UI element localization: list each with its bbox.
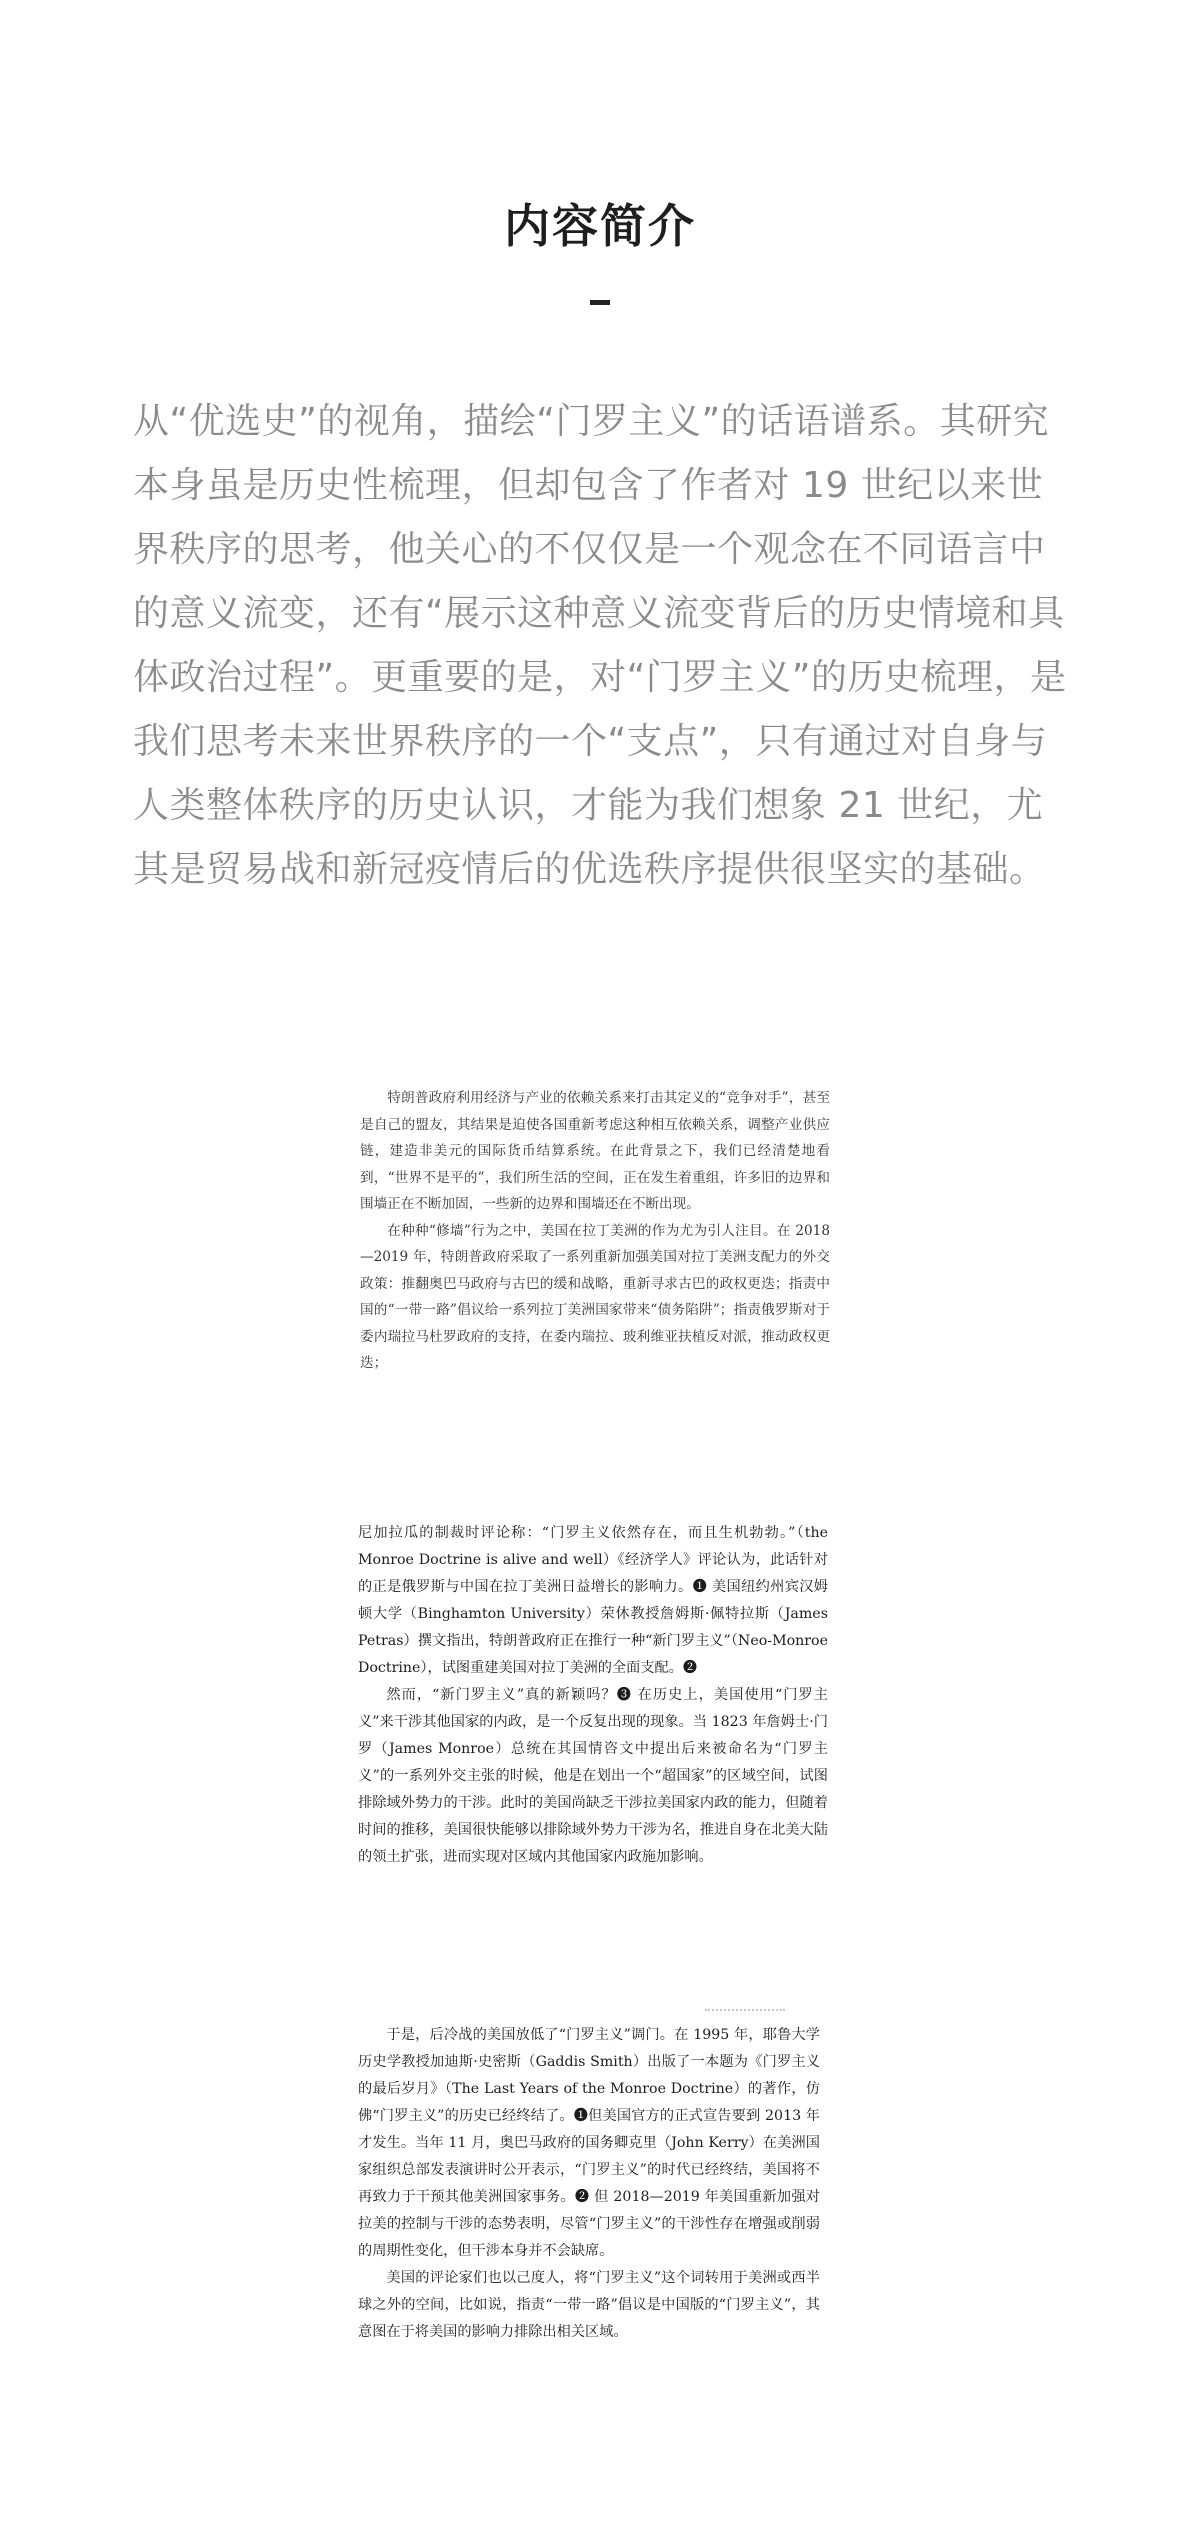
scan-artifact xyxy=(705,2009,785,2013)
excerpt-paragraph: 尼加拉瓜的制裁时评论称：“门罗主义依然存在，而且生机勃勃。”（the Monroe Doctrine is alive and well）《经济学人》评论认为，此话针对的正是俄罗斯与中国在拉丁美洲日益增长的影响力。❶ 美国纽约州宾汉姆顿大学（Binghamton University）荣休教授詹姆斯·佩特拉斯（James Petras）撰文指出，特朗普政府正在推行一种“新门罗主义”（Neo-Monroe Doctrine），试图重建美国对拉丁美洲的全面支配。❷ xyxy=(358,1525,828,1676)
excerpt-paragraph: 美国的评论家们也以己度人，将“门罗主义”这个词转用于美洲或西半球之外的空间，比如说，指责“一带一路”倡议是中国版的“门罗主义”，其意图在于将美国的影响力排除出相关区域。 xyxy=(358,2270,820,2340)
excerpt-paragraph: 特朗普政府利用经济与产业的依赖关系来打击其定义的“竞争对手”，甚至是自己的盟友，其结果是迫使各国重新考虑这种相互依赖关系，调整产业供应链，建造非美元的国际货币结算系统。在此背景之下，我们已经清楚地看到，“世界不是平的”，我们所生活的空间，正在发生着重组，许多旧的边界和围墙正在不断加固，一些新的边界和围墙还在不断出现。 xyxy=(360,1090,830,1212)
book-excerpt-2 xyxy=(358,1520,828,1871)
excerpt-paragraph: 然而，“新门罗主义”真的新颖吗？❸ 在历史上，美国使用“门罗主义”来干涉其他国家的内政，是一个反复出现的现象。当 1823 年詹姆士·门罗（James Monroe）总统在其国情咨文中提出后来被命名为“门罗主义”的一系列外交主张的时候，他是在划出一个“超国家”的区域空间，试图排除域外势力的干涉。此时的美国尚缺乏干涉拉美国家内政的能力，但随着时间的推移，美国很快能够以排除域外势力干涉为名，推进自身在北美大陆的领土扩张，进而实现对区域内其他国家内政施加影响。 xyxy=(358,1687,828,1865)
intro-paragraph: 从“优选史”的视角，描绘“门罗主义”的话语谱系。其研究本身虽是历史性梳理，但却包含了作者对 19 世纪以来世界秩序的思考，他关心的不仅仅是一个观念在不同语言中的意义流变，还有“展示这种意义流变背后的历史情境和具体政治过程”。更重要的是，对“门罗主义”的历史梳理，是我们思考未来世界秩序的一个“支点”，只有通过对自身与人类整体秩序的历史认识，才能为我们想象 21 世纪，尤其是贸易战和新冠疫情后的优选秩序提供很坚实的基础。 xyxy=(133,401,1067,890)
page-title: 内容简介 xyxy=(504,199,696,253)
excerpt-paragraph: 在种种“修墙”行为之中，美国在拉丁美洲的作为尤为引人注目。在 2018—2019 年，特朗普政府采取了一系列重新加强美国对拉丁美洲支配力的外交政策：推翻奥巴马政府与古巴的缓和战略，重新寻求古巴的政权更迭；指责中国的“一带一路”倡议给一系列拉丁美洲国家带来“债务陷阱”；指责俄罗斯对于委内瑞拉马杜罗政府的支持，在委内瑞拉、玻利维亚扶植反对派，推动政权更迭； xyxy=(360,1222,830,1371)
book-excerpt-1 xyxy=(360,1085,830,1377)
title-separator xyxy=(590,300,610,305)
excerpt-paragraph: 于是，后冷战的美国放低了“门罗主义”调门。在 1995 年，耶鲁大学历史学教授加迪斯·史密斯（Gaddis Smith）出版了一本题为《门罗主义的最后岁月》（The Last Years of the Monroe Doctrine）的著作，仿佛“门罗主义”的历史已经终结了。❶但美国官方的正式宣告要到 2013 年才发生。当年 11 月，奥巴马政府的国务卿克里（John Kerry）在美洲国家组织总部发表演讲时公开表示，“门罗主义”的时代已经终结，美国将不再致力于干预其他美洲国家事务。❷ 但 2018—2019 年美国重新加强对拉美的控制与干涉的态势表明，尽管“门罗主义”的干涉性存在增强或削弱的周期性变化，但干涉本身并不会缺席。 xyxy=(358,2027,820,2259)
book-excerpt-3 xyxy=(358,2022,820,2346)
